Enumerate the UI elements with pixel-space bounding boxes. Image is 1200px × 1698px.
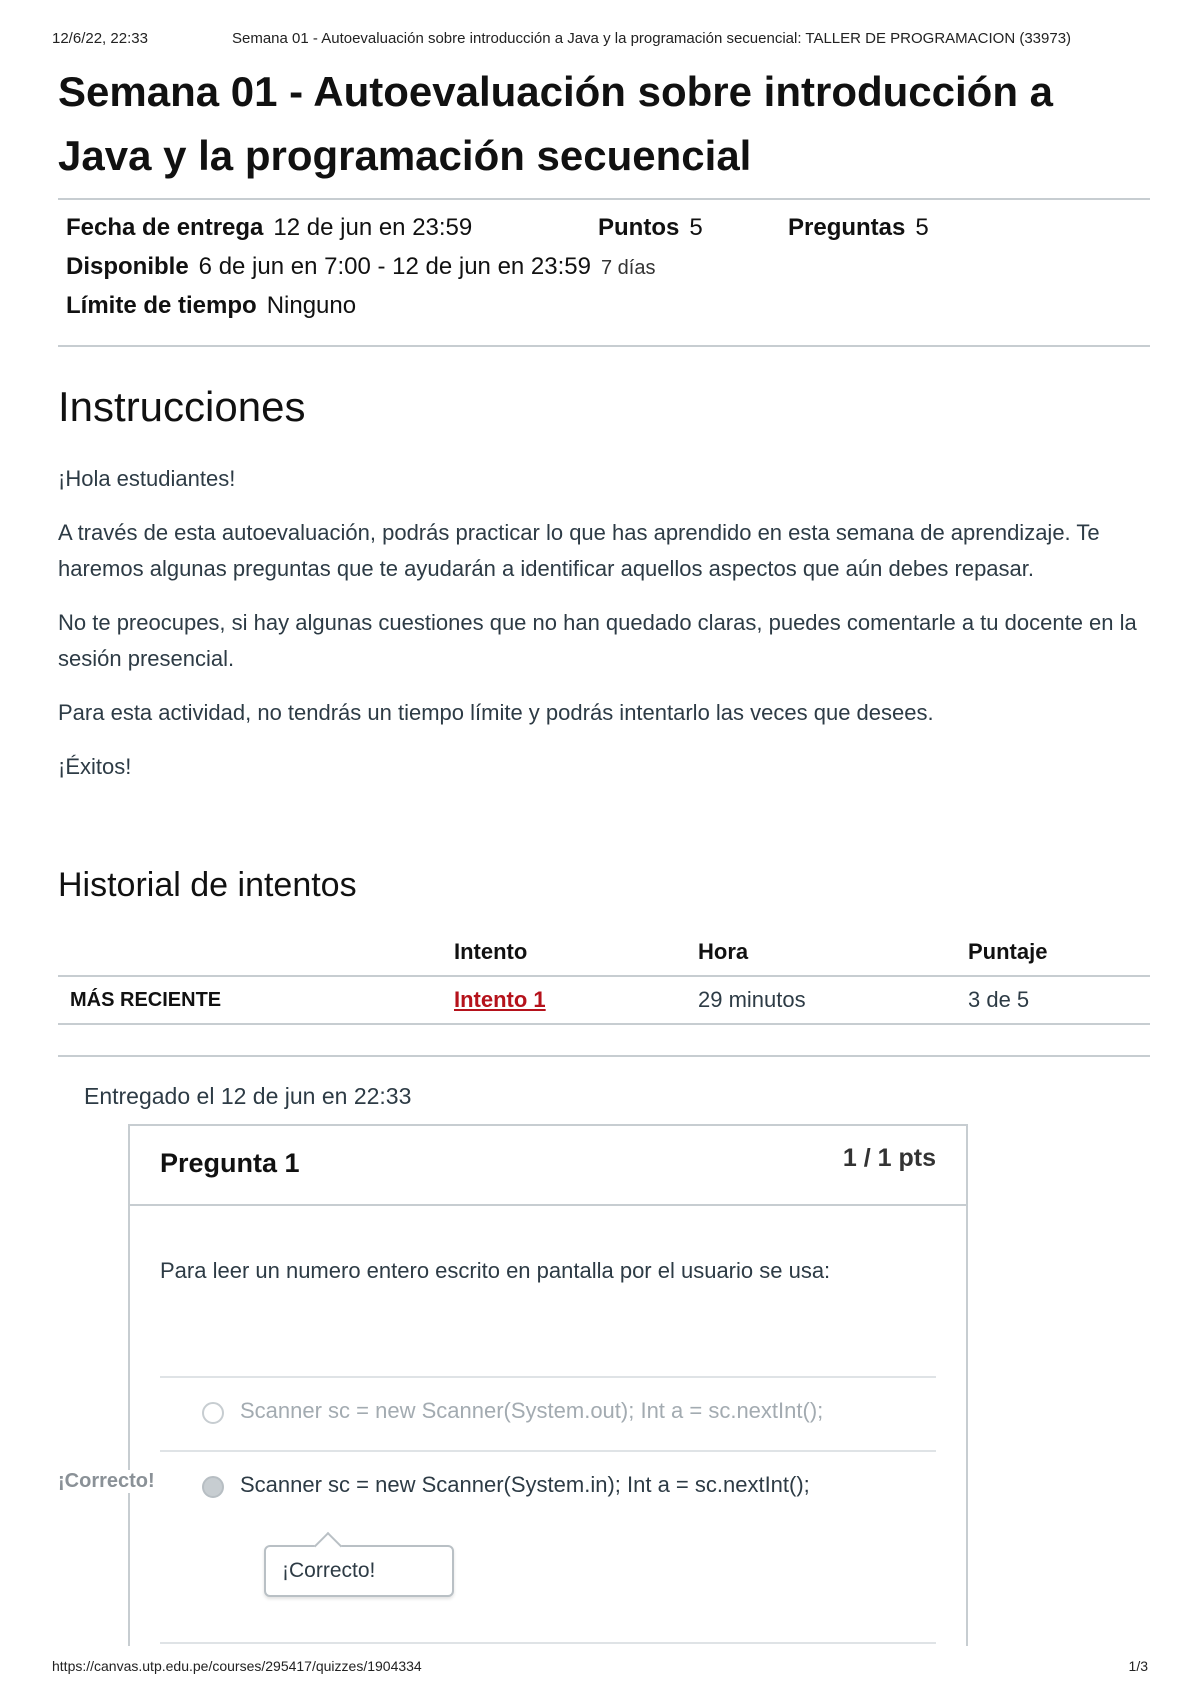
meta-row-2 <box>66 253 1142 292</box>
instructions-paragraph-3: Para esta actividad, no tendrás un tiempo límite y podrás intentarlo las veces que desees. <box>58 700 934 725</box>
print-title: Semana 01 - Autoevaluación sobre introducción a Java y la programación secuencial: TALLER DE PROGRAMACION (33973) <box>232 30 1072 47</box>
meta-row-3 <box>66 292 1142 331</box>
points-value: 5 <box>689 214 703 241</box>
history-heading: Historial de intentos <box>58 866 357 904</box>
available-label: Disponible <box>66 253 189 280</box>
quiz-meta <box>58 200 1150 345</box>
correct-tooltip-text: ¡Correcto! <box>282 1559 376 1582</box>
due-value: 12 de jun en 23:59 <box>273 214 473 241</box>
available-days: 7 días <box>601 257 656 279</box>
answer-option-2[interactable] <box>160 1450 936 1524</box>
attempt-time: 29 minutos <box>686 976 956 1024</box>
correct-answer-flag: ¡Correcto! <box>58 1470 161 1493</box>
instructions-closing: ¡Éxitos! <box>58 754 132 779</box>
due-label: Fecha de entrega <box>66 214 264 241</box>
question-1-points: 1 / 1 pts <box>842 1144 936 1172</box>
questions-value: 5 <box>915 214 929 241</box>
divider <box>58 1055 1150 1057</box>
attempt-cell <box>442 976 686 1024</box>
questions-label: Preguntas <box>788 214 906 241</box>
attempt-1-link[interactable]: Intento 1 <box>454 987 546 1012</box>
quiz-title-line2: Java y la programación secuencial <box>58 132 752 179</box>
print-date: 12/6/22, 22:33 <box>52 30 148 47</box>
time-limit-value: Ninguno <box>266 292 357 319</box>
instructions-heading: Instrucciones <box>58 383 306 430</box>
answer-divider <box>160 1642 936 1646</box>
radio-unselected-icon[interactable] <box>202 1402 224 1424</box>
divider <box>58 345 1150 347</box>
answer-option-2-text: Scanner sc = new Scanner(System.in); Int a = sc.nextInt(); <box>240 1472 810 1497</box>
time-limit-label: Límite de tiempo <box>66 292 257 319</box>
table-row <box>58 976 1150 1024</box>
instructions-paragraph-2: No te preocupes, si hay algunas cuestiones que no han quedado claras, puedes comentarle a tu docente en la sesión presencial. <box>58 610 1137 671</box>
print-header <box>52 30 1148 50</box>
attempt-score: 3 de 5 <box>956 976 1150 1024</box>
answer-option-1[interactable] <box>160 1376 936 1450</box>
quiz-content <box>58 60 1150 1110</box>
due-date <box>66 214 598 242</box>
history-header-attempt: Intento <box>442 929 686 976</box>
instructions-greeting: ¡Hola estudiantes! <box>58 466 236 491</box>
questions <box>788 214 929 242</box>
history-header-row <box>58 929 1150 976</box>
quiz-title-line1: Semana 01 - Autoevaluación sobre introducción a <box>58 68 1054 115</box>
meta-row-1 <box>66 214 1142 253</box>
history-header-time: Hora <box>686 929 956 976</box>
most-recent-label: MÁS RECIENTE <box>58 976 442 1024</box>
radio-selected-icon[interactable] <box>202 1476 224 1498</box>
points <box>598 214 788 242</box>
question-1-header <box>130 1126 966 1206</box>
answer-option-1-text: Scanner sc = new Scanner(System.out); Int a = sc.nextInt(); <box>240 1398 824 1423</box>
history-header-blank <box>58 929 442 976</box>
availability <box>66 253 655 281</box>
quiz-title <box>58 60 1150 188</box>
points-label: Puntos <box>598 214 680 241</box>
history-header-score: Puntaje <box>956 929 1150 976</box>
question-1-card <box>128 1124 968 1646</box>
instructions-paragraph-1: A través de esta autoevaluación, podrás practicar lo que has aprendido en esta semana de aprendizaje. Te haremos algunas preguntas que te ayudarán a identificar aquellos aspectos que aún debes repasar. <box>58 520 1100 581</box>
time-limit <box>66 292 356 320</box>
print-url: https://canvas.utp.edu.pe/courses/295417/quizzes/1904334 <box>52 1658 422 1674</box>
page-number: 1/3 <box>1128 1658 1148 1674</box>
attempt-history-table <box>58 929 1150 1025</box>
question-1-text: Para leer un numero entero escrito en pantalla por el usuario se usa: <box>160 1258 831 1283</box>
correct-tooltip <box>264 1545 454 1597</box>
submitted-text: Entregado el 12 de jun en 22:33 <box>84 1083 412 1109</box>
question-1-title: Pregunta 1 <box>160 1148 300 1178</box>
available-value: 6 de jun en 7:00 - 12 de jun en 23:59 <box>198 253 591 280</box>
